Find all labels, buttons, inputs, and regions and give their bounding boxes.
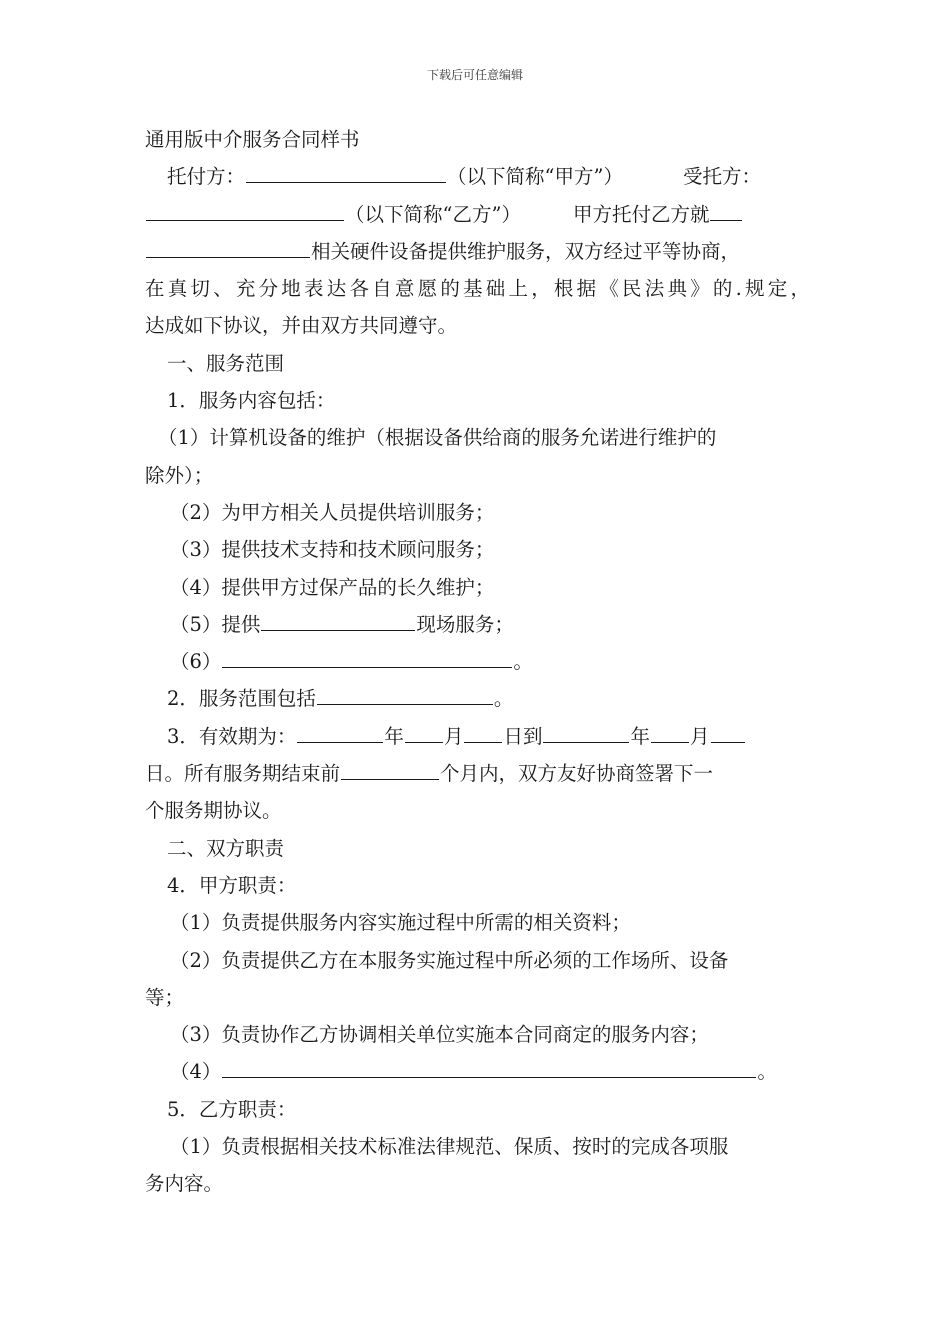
blank-field[interactable] [317, 680, 493, 705]
section-heading: 一、服务范围 [167, 351, 285, 375]
blank-field[interactable] [146, 196, 344, 221]
paragraph-line: （以下简称“乙方”） 甲方托付乙方就 [145, 196, 810, 233]
list-item: （4）提供甲方过保产品的长久维护； [170, 575, 495, 599]
list-item: （1）计算机设备的维护（根据设备供给商的服务允诺进行维护的 [158, 426, 717, 450]
paragraph-line: 日。所有服务期结束前 个月内，双方友好协商签署下一 [145, 755, 810, 792]
list-item: （3）提供技术支持和技术顾问服务； [170, 538, 495, 562]
clause-heading: 1．服务内容包括： [167, 389, 336, 413]
paragraph-line: 托付方： （以下简称“甲方”） 受托方： [145, 158, 810, 195]
list-item-continued: 务内容。 [145, 1172, 224, 1196]
clause-heading: 5．乙方职责： [167, 1097, 297, 1121]
paragraph-line: 达成如下协议，并由双方共同遵守。 [145, 314, 458, 338]
blank-field[interactable] [710, 196, 742, 221]
blank-field[interactable] [246, 158, 446, 183]
paragraph-line: 个服务期协议。 [145, 799, 282, 823]
document-title: 通用版中介服务合同样书 [145, 128, 360, 151]
contract-document [145, 121, 810, 1203]
section-heading: 二、双方职责 [167, 836, 285, 860]
clause-heading: 3．有效期为： 年 月 日到 年 月 [145, 718, 810, 755]
page-header: 下载后可任意编辑 [426, 68, 523, 82]
blank-field[interactable] [464, 718, 502, 743]
list-item-continued: 等； [145, 985, 185, 1009]
clause-heading: 4．甲方职责： [167, 873, 297, 897]
list-item: （1）负责提供服务内容实施过程中所需的相关资料； [170, 911, 631, 935]
list-item-continued: 除外）； [145, 463, 214, 487]
list-item: （1）负责根据相关技术标准法律规范、保质、按时的完成各项服 [170, 1135, 729, 1159]
blank-field[interactable] [222, 1053, 756, 1078]
blank-field[interactable] [222, 643, 512, 668]
blank-field[interactable] [297, 718, 383, 743]
blank-field[interactable] [261, 606, 415, 631]
list-item: （5）提供 现场服务； [145, 606, 810, 643]
blank-field[interactable] [146, 233, 310, 258]
paragraph-line: 在真切、充分地表达各自意愿的基础上，根据《民法典》的.规定， [145, 277, 810, 301]
blank-field[interactable] [651, 718, 689, 743]
blank-field[interactable] [405, 718, 443, 743]
list-item: （2）为甲方相关人员提供培训服务； [170, 500, 495, 524]
blank-field[interactable] [543, 718, 629, 743]
list-item: （4） 。 [145, 1053, 810, 1090]
clause-heading: 2．服务范围包括 。 [145, 680, 810, 717]
list-item: （2）负责提供乙方在本服务实施过程中所必须的工作场所、设备 [170, 948, 729, 972]
blank-field[interactable] [341, 755, 439, 780]
blank-field[interactable] [711, 718, 745, 743]
list-item: （6） 。 [145, 643, 810, 680]
list-item: （3）负责协作乙方协调相关单位实施本合同商定的服务内容； [170, 1023, 709, 1047]
paragraph-line: 相关硬件设备提供维护服务，双方经过平等协商， [145, 233, 810, 270]
